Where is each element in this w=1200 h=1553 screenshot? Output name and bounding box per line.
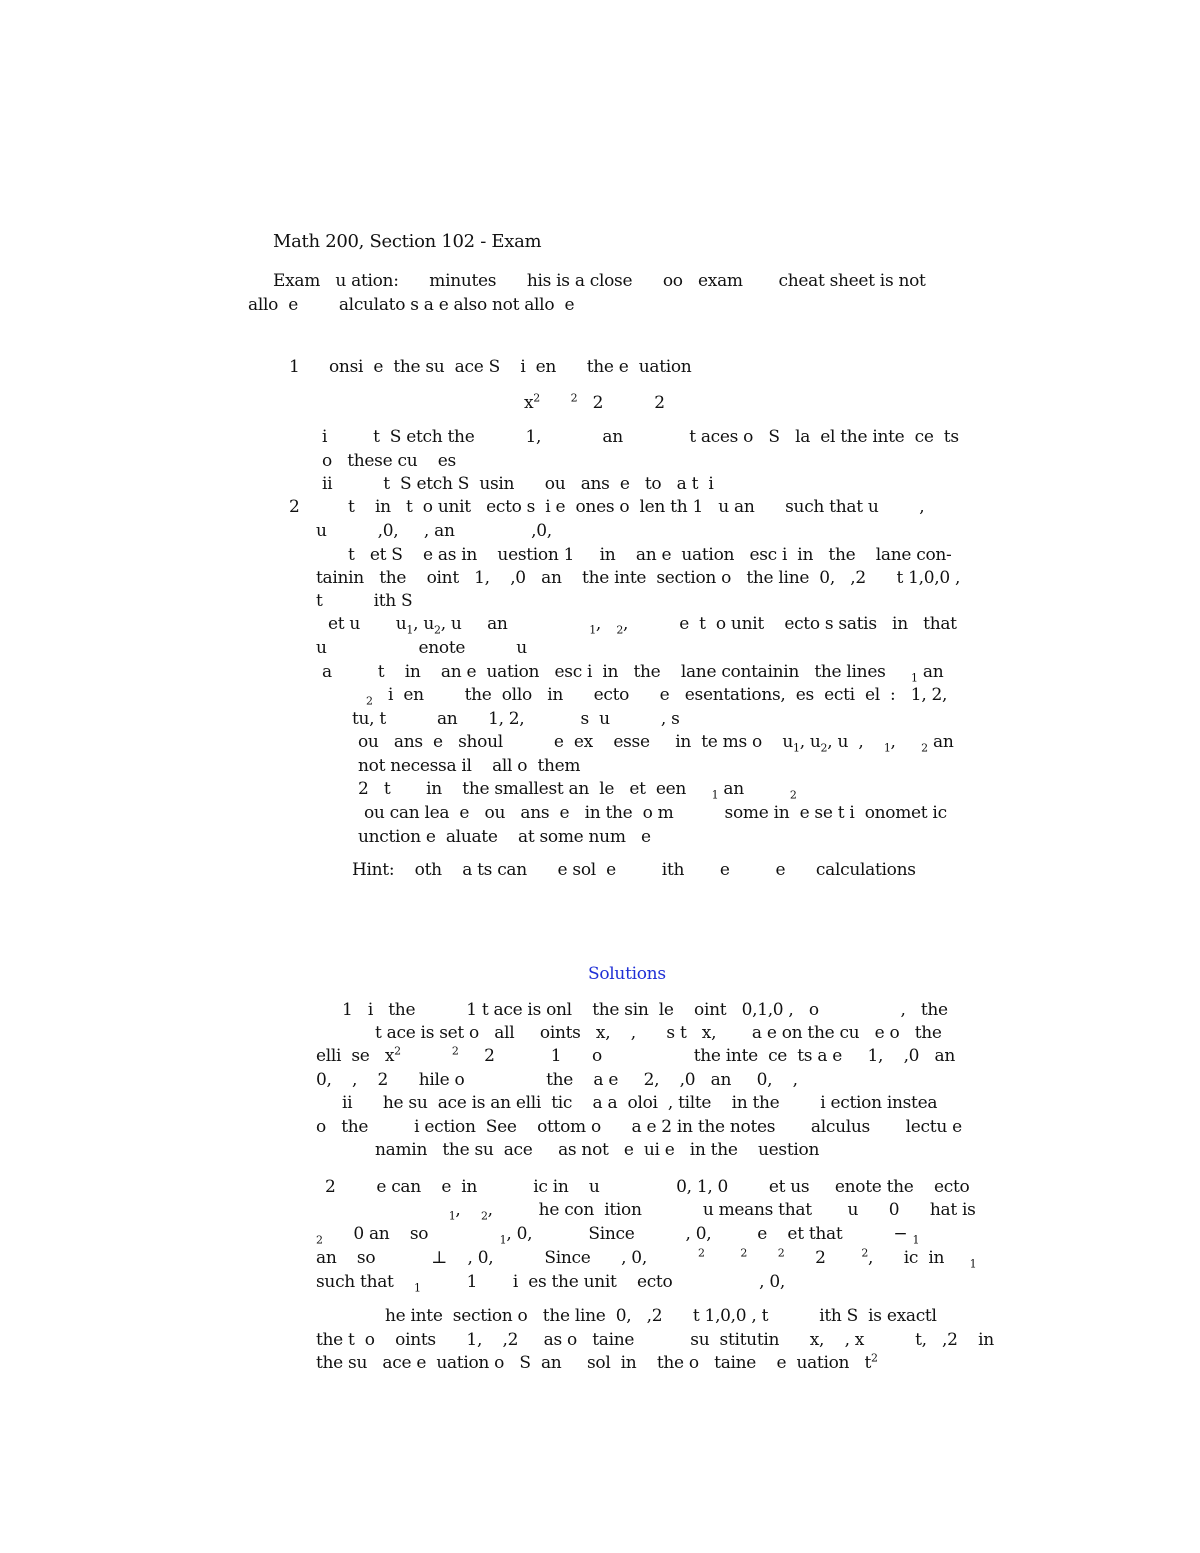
problem-2-line-1: t in t o unit ecto s i e ones o len th 1 u an such that u , xyxy=(348,497,925,517)
equation-exponent: 2 xyxy=(533,391,540,405)
superscript: 2 xyxy=(394,1044,401,1058)
solution-1-line-6: o the i ection See ottom o a e 2 in the notes alculus lectu e xyxy=(316,1117,962,1137)
subscript: 1 xyxy=(589,623,596,637)
text-run: an xyxy=(927,732,954,752)
solution-2-line-1: 2 e can e in ic in u 0, 1, 0 et us enote the ecto xyxy=(325,1177,970,1197)
text-run: 0 an so xyxy=(322,1224,500,1244)
text-run xyxy=(316,1200,449,1220)
problem-2-line-2: u ,0, , an ,0, xyxy=(316,521,552,541)
solution-3-line-1: he inte section o the line 0, ,2 t 1,0,0 , t ith S is exactl xyxy=(385,1306,937,1326)
problem-4-hint: Hint: oth a ts can e sol e ith e e calculations xyxy=(352,860,916,880)
subscript: 1 xyxy=(911,671,918,685)
text-run: , u xyxy=(799,732,821,752)
text-run: , xyxy=(595,614,617,634)
equation-rest: 2 2 xyxy=(577,393,665,413)
text-run: an xyxy=(917,662,944,682)
subscript: 2 xyxy=(921,741,928,755)
solution-1-line-7: namin the su ace as not e ui e in the uestion xyxy=(375,1140,820,1160)
subscript: 2 xyxy=(616,623,624,637)
subscript: 2 xyxy=(789,788,797,802)
exam-title: Math 200, Section 102 - Exam xyxy=(273,231,542,252)
problem-1-part-ii: ii t S etch S usin ou ans e to a t i xyxy=(322,474,714,494)
text-run: an xyxy=(718,779,790,799)
text-run: , xyxy=(455,1200,481,1220)
subscript: 1 xyxy=(499,1233,507,1247)
solution-2-line-5 xyxy=(316,1272,785,1295)
text-run: , u xyxy=(413,614,434,634)
text-run xyxy=(401,1046,452,1066)
text-run: , u an xyxy=(440,614,590,634)
problem-4-part-a-line-2 xyxy=(366,685,948,708)
problem-4-part-b-line-3: unction e aluate at some num e xyxy=(358,827,651,847)
subscript: 2 xyxy=(433,623,441,637)
text-run: , he con ition u means that u 0 hat is xyxy=(487,1200,976,1220)
problem-4-part-b-line-1 xyxy=(358,779,797,802)
exam-instructions-line-2: allo e alculato s a e also not allo e xyxy=(248,295,575,315)
subscript: 1 xyxy=(406,623,414,637)
subscript: 2 xyxy=(820,741,828,755)
subscript: 2 xyxy=(366,694,373,708)
problem-4-line-2: u enote u xyxy=(316,638,527,658)
solution-3-line-2: the t o oints 1, ,2 as o taine su stitutin x, , x t, ,2 in xyxy=(316,1330,994,1350)
superscript: 2 xyxy=(861,1246,869,1260)
problem-1-part-i-line-1: i t S etch the 1, an t aces o S la el the inte ce ts xyxy=(322,427,959,447)
text-run: , e t o unit ecto s satis in that xyxy=(623,614,957,634)
solution-2-line-3 xyxy=(316,1224,920,1247)
superscript: 2 xyxy=(740,1246,748,1260)
subscript: 1 xyxy=(711,788,719,802)
text-run: a t in an e uation esc i in the lane containin the lines xyxy=(322,662,912,682)
superscript: 2 xyxy=(451,1044,459,1058)
problem-1-equation xyxy=(524,393,665,413)
solution-1-line-4: 0, , 2 hile o the a e 2, ,0 an 0, , xyxy=(316,1070,798,1090)
problem-4-part-a-line-1 xyxy=(322,662,944,685)
problem-4-part-a-line-3: tu, t an 1, 2, s u , s xyxy=(352,709,680,729)
problem-1-number: 1 xyxy=(289,357,300,377)
problem-4-part-a-line-5: not necessa il all o them xyxy=(358,756,581,776)
problem-3-line-2: tainin the oint 1, ,0 an the inte section o the line 0, ,2 t 1,0,0 , xyxy=(316,568,961,588)
text-run: the su ace e uation o S an sol in the o taine e uation t xyxy=(316,1353,872,1373)
text-run xyxy=(747,1248,778,1268)
solution-2-line-4 xyxy=(316,1246,977,1271)
subscript: 1 xyxy=(414,1281,421,1295)
text-run: 2 t in the smallest an le et een xyxy=(358,779,712,799)
solution-2-line-2 xyxy=(316,1200,976,1223)
solution-1-line-3 xyxy=(316,1046,955,1066)
subscript: 2 xyxy=(316,1233,323,1247)
problem-4-part-a-line-4 xyxy=(358,732,954,755)
subscript: 1 xyxy=(792,741,800,755)
superscript: 2 xyxy=(697,1246,705,1260)
problem-3-line-1: t et S e as in uestion 1 in an e uation esc i in the lane con- xyxy=(348,545,952,565)
text-run: 1 i es the unit ecto , 0, xyxy=(420,1272,785,1292)
solutions-heading: Solutions xyxy=(588,964,666,984)
text-run: such that xyxy=(316,1272,415,1292)
solution-3-line-3 xyxy=(316,1353,878,1373)
exam-instructions-line-1: Exam u ation: minutes his is a close oo exam cheat sheet is not xyxy=(273,271,926,291)
text-run: an so ⊥ , 0, Since , 0, xyxy=(316,1248,698,1268)
superscript: 2 xyxy=(871,1351,878,1365)
text-run: 2 1 o the inte ce ts a e 1, ,0 an xyxy=(458,1046,955,1066)
text-run: ou ans e shoul e ex esse in te ms o u xyxy=(358,732,793,752)
problem-4-line-1 xyxy=(328,614,957,637)
subscript: 1 xyxy=(883,741,891,755)
superscript: 2 xyxy=(777,1246,785,1260)
equation-exponent-2: 2 xyxy=(570,391,578,405)
problem-3-line-3: t ith S xyxy=(316,591,413,611)
text-run: , u , xyxy=(827,732,884,752)
text-run: elli se x xyxy=(316,1046,395,1066)
subscript: 1 xyxy=(448,1209,456,1223)
text-run: , xyxy=(890,732,922,752)
text-run xyxy=(705,1248,741,1268)
text-run: , ic in xyxy=(868,1248,970,1268)
subscript: 1 xyxy=(912,1233,920,1247)
text-run: , 0, Since , 0, e et that − xyxy=(506,1224,913,1244)
problem-1-part-i-line-2: o these cu es xyxy=(322,451,456,471)
solution-1-line-2: t ace is set o all oints x, , s t x, a e on the cu e o the xyxy=(375,1023,942,1043)
text-run: 2 xyxy=(784,1248,862,1268)
problem-1-intro: onsi e the su ace S i en the e uation xyxy=(329,357,692,377)
text-run: i en the ollo in ecto e esentations, es ecti el : 1, 2, xyxy=(372,685,948,705)
problem-2-number: 2 xyxy=(289,497,300,517)
equation-variable: x xyxy=(524,393,534,413)
text-run: et u u xyxy=(328,614,407,634)
solution-1-line-1: 1 i the 1 t ace is onl the sin le oint 0,1,0 , o , the xyxy=(342,1000,948,1020)
problem-4-part-b-line-2: ou can lea e ou ans e in the o m some in e se t i onomet ic xyxy=(364,803,947,823)
solution-1-line-5: ii he su ace is an elli tic a a oloi , tilte in the i ection instea xyxy=(342,1093,938,1113)
subscript: 2 xyxy=(480,1209,488,1223)
subscript: 1 xyxy=(969,1257,977,1271)
